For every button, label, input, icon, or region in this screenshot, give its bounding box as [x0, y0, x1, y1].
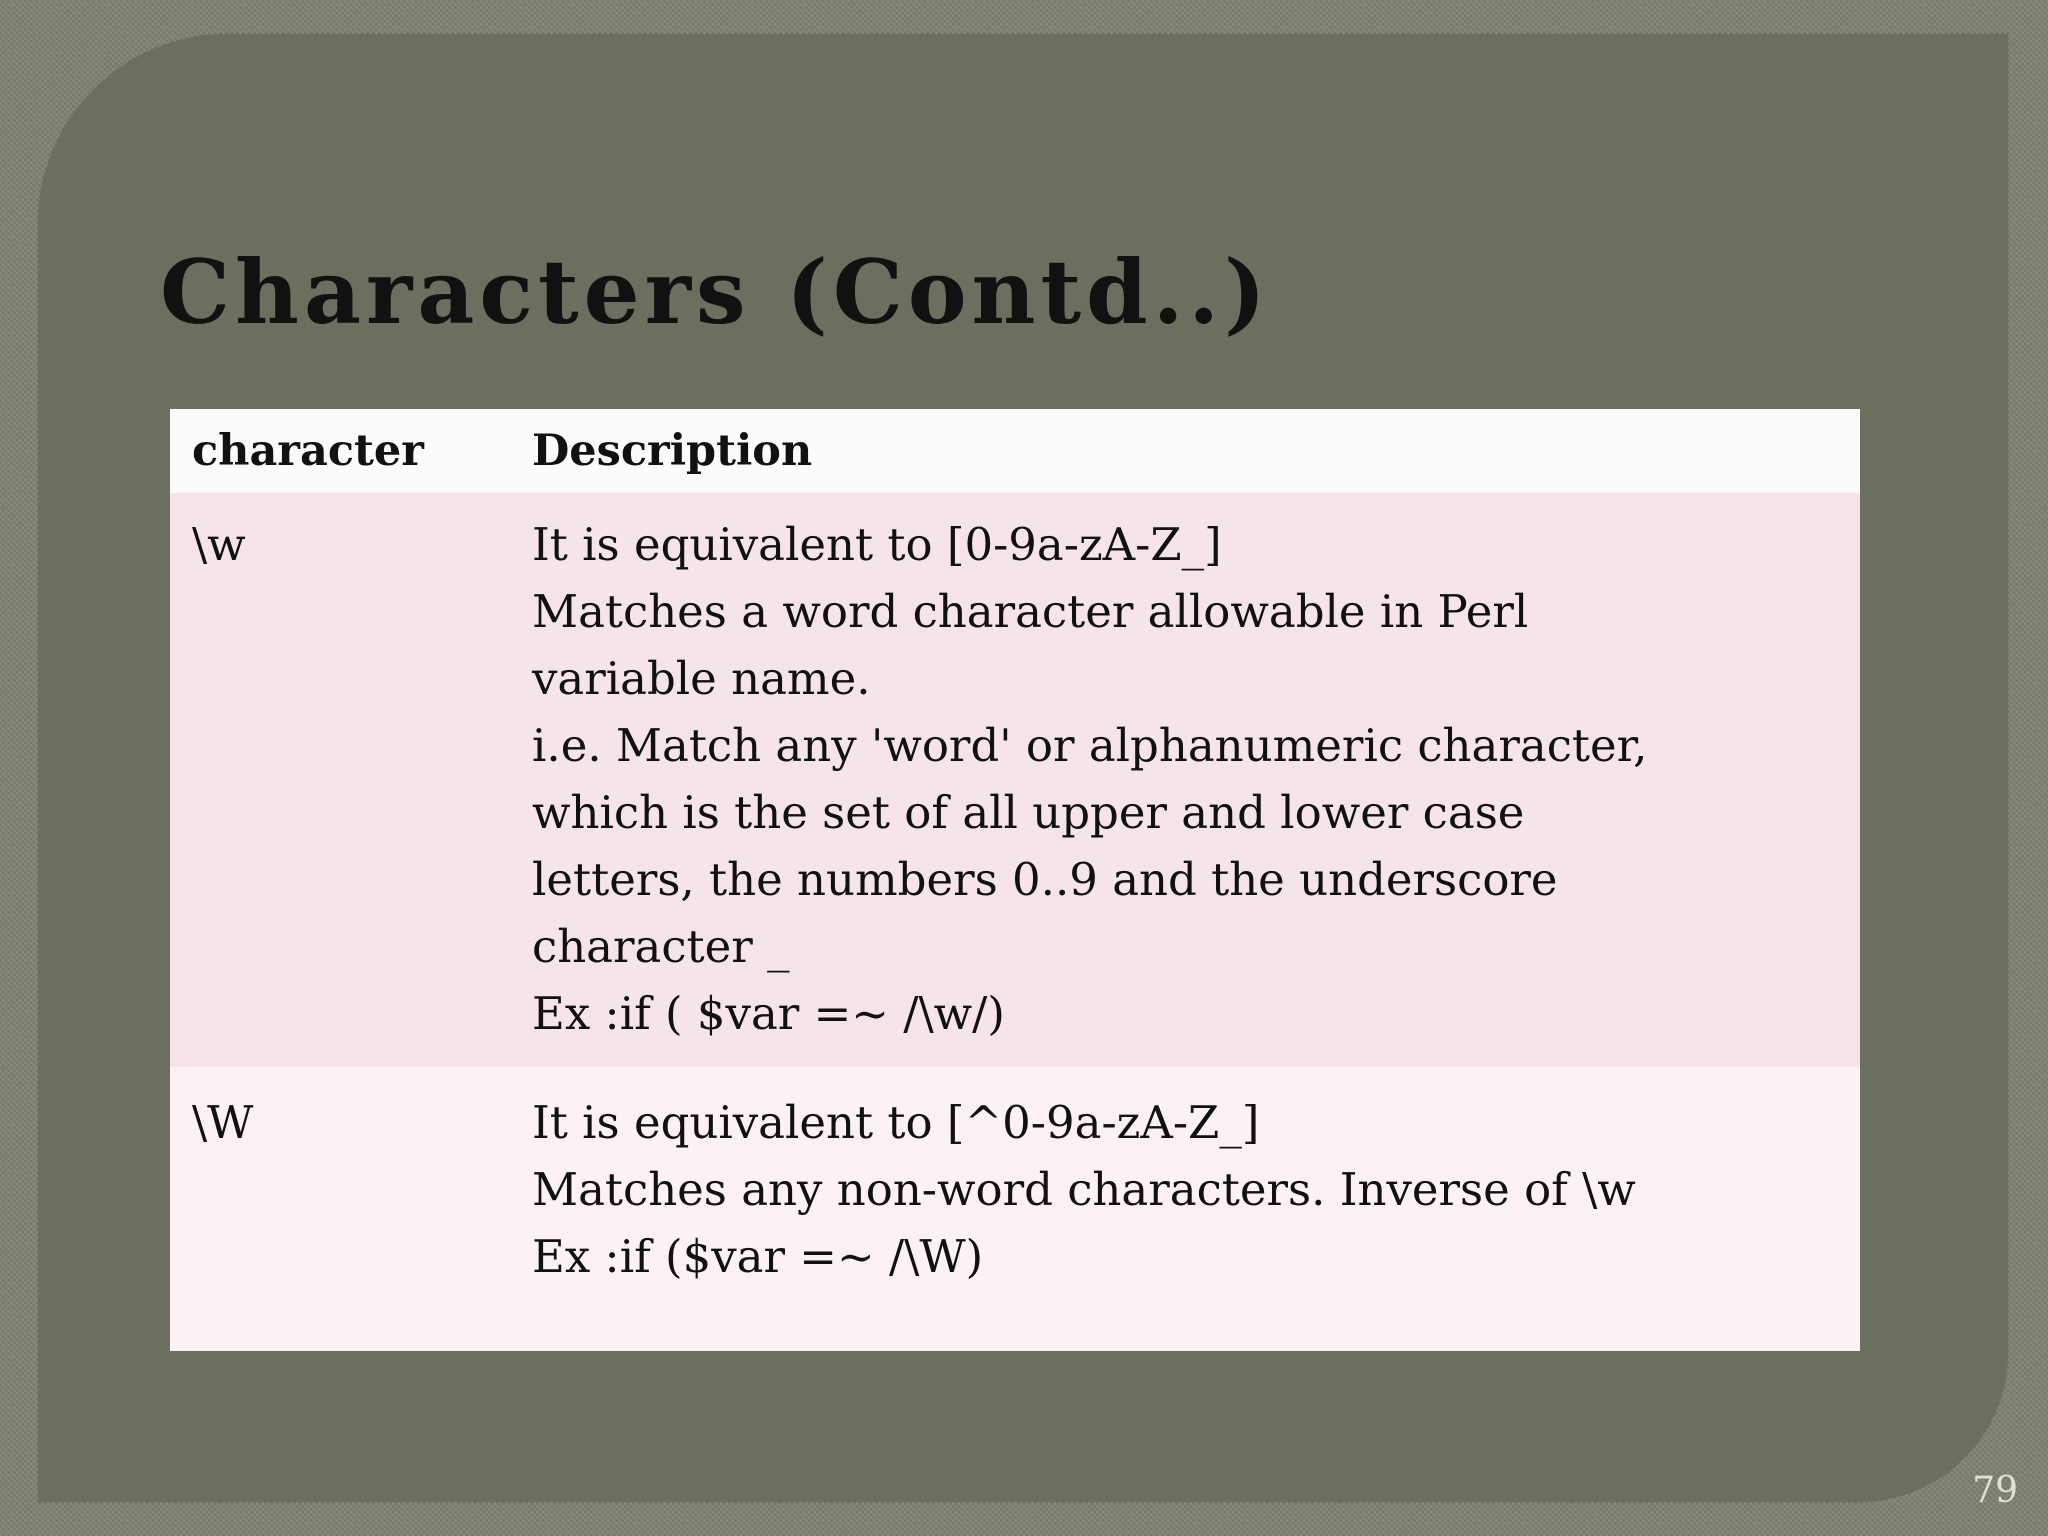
- description-line: It is equivalent to [0-9a-zA-Z_]: [532, 518, 1222, 571]
- cell-character: \W: [170, 1067, 510, 1351]
- character-table: [170, 409, 1860, 1351]
- description-line: Ex :if ( $var =~ /\w/): [532, 987, 1005, 1040]
- description-line: variable name.: [532, 652, 871, 705]
- description-line: Matches any non-word characters. Inverse of \w: [532, 1163, 1636, 1216]
- description-line: Matches a word character allowable in Perl: [532, 585, 1529, 638]
- table-row: [170, 1067, 1860, 1351]
- page-number: 79: [1972, 1470, 2018, 1511]
- cell-description: [510, 493, 1860, 1067]
- slide-title: Characters (Contd..): [160, 240, 1271, 344]
- character-table-grid: [170, 409, 1860, 1351]
- header-description: Description: [510, 409, 1860, 493]
- description-line: Ex :if ($var =~ /\W): [532, 1230, 984, 1283]
- description-line: letters, the numbers 0..9 and the underscore: [532, 853, 1558, 906]
- cell-description: [510, 1067, 1860, 1351]
- header-character: character: [170, 409, 510, 493]
- description-line: It is equivalent to [^0-9a-zA-Z_]: [532, 1096, 1260, 1149]
- description-line: i.e. Match any 'word' or alphanumeric character,: [532, 719, 1648, 772]
- table-row: [170, 493, 1860, 1067]
- description-line: character _: [532, 920, 790, 973]
- description-line: which is the set of all upper and lower case: [532, 786, 1525, 839]
- cell-character: \w: [170, 493, 510, 1067]
- table-header-row: [170, 409, 1860, 493]
